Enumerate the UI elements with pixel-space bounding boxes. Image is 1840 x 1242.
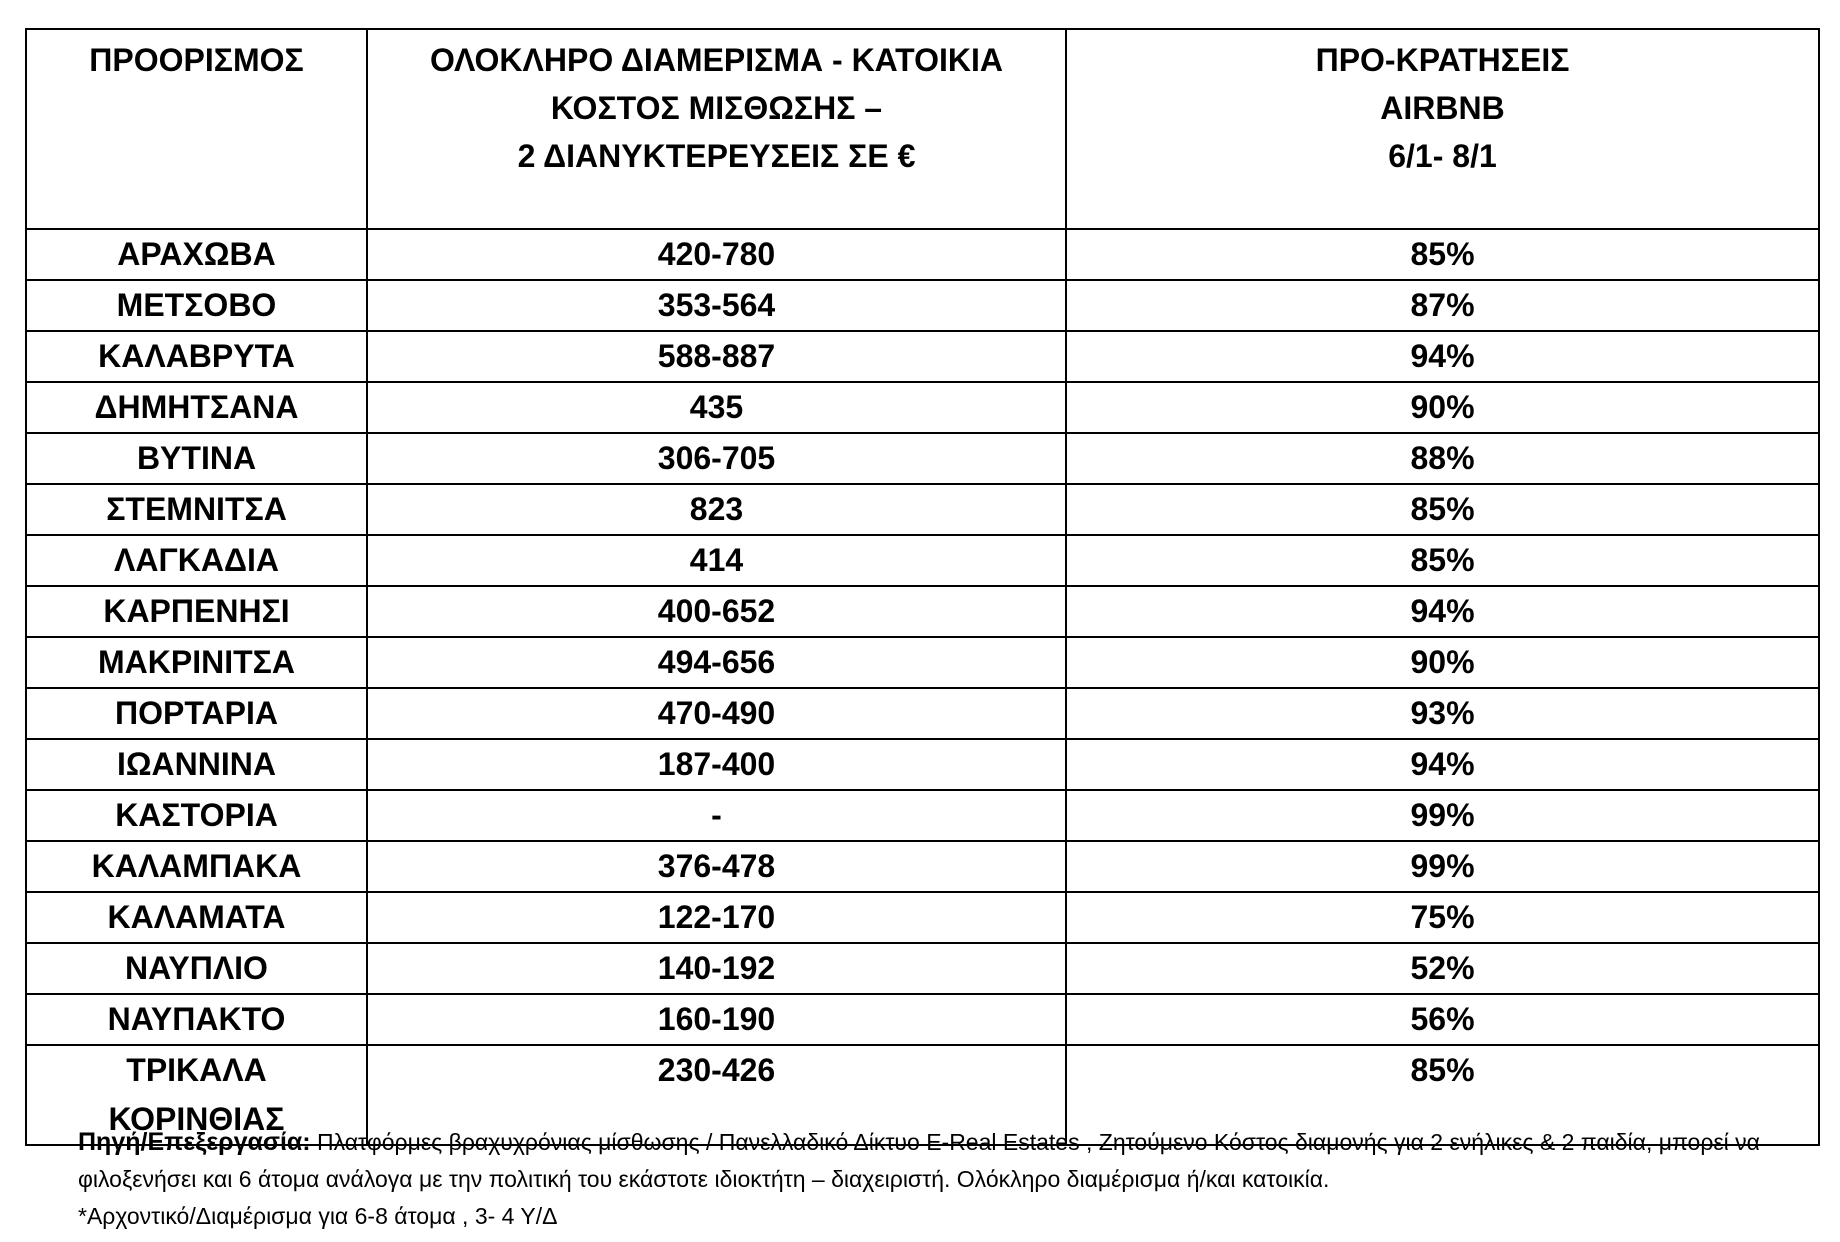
cell-cost: 400-652 [367,586,1066,637]
table-row [26,892,1819,943]
table-row [26,535,1819,586]
cell-cost: - [367,790,1066,841]
table-row [26,943,1819,994]
cell-destination: ΠΟΡΤΑΡΙΑ [26,688,367,739]
cell-bookings: 85% [1066,1045,1819,1145]
cell-cost: 823 [367,484,1066,535]
cell-cost: 376-478 [367,841,1066,892]
cell-cost: 420-780 [367,229,1066,280]
cell-destination: ΒΥΤΙΝΑ [26,433,367,484]
table-row [26,688,1819,739]
cell-cost: 122-170 [367,892,1066,943]
table-row [26,994,1819,1045]
cell-bookings: 75% [1066,892,1819,943]
cell-cost: 140-192 [367,943,1066,994]
cell-destination: ΚΑΛΑΒΡΥΤΑ [26,331,367,382]
cell-cost: 588-887 [367,331,1066,382]
cell-bookings: 94% [1066,331,1819,382]
cell-destination: ΚΑΡΠΕΝΗΣΙ [26,586,367,637]
cell-destination: ΝΑΥΠΑΚΤΟ [26,994,367,1045]
cell-destination: ΚΑΣΤΟΡΙΑ [26,790,367,841]
source-label: Πηγή/Επεξεργασία: [78,1128,311,1156]
table-row [26,739,1819,790]
cell-bookings: 52% [1066,943,1819,994]
cell-bookings: 94% [1066,586,1819,637]
table-row [26,382,1819,433]
cell-destination: ΑΡΑΧΩΒΑ [26,229,367,280]
header-airbnb-bookings: ΠΡΟ-ΚΡΑΤΗΣΕΙΣ AIRBNB 6/1- 8/1 [1066,29,1819,229]
cell-destination: ΚΑΛΑΜΠΑΚΑ [26,841,367,892]
cell-bookings: 85% [1066,229,1819,280]
cell-bookings: 90% [1066,382,1819,433]
table-row [26,841,1819,892]
table-row [26,637,1819,688]
cell-cost: 160-190 [367,994,1066,1045]
source-paragraph [78,1124,1838,1198]
table-body [26,229,1819,1145]
cell-destination: ΙΩΑΝΝΙΝΑ [26,739,367,790]
table-row [26,433,1819,484]
cell-destination: ΚΑΛΑΜΑΤΑ [26,892,367,943]
table-row [26,229,1819,280]
table-row [26,280,1819,331]
cell-destination: ΛΑΓΚΑΔΙΑ [26,535,367,586]
cell-cost: 494-656 [367,637,1066,688]
cell-destination: ΜΕΤΣΟΒΟ [26,280,367,331]
rental-table [25,28,1820,1146]
table-header-row [26,29,1819,229]
cell-cost: 187-400 [367,739,1066,790]
cell-destination: ΣΤΕΜΝΙΤΣΑ [26,484,367,535]
cell-cost: 306-705 [367,433,1066,484]
table-row [26,586,1819,637]
cell-cost: 470-490 [367,688,1066,739]
cell-bookings: 99% [1066,841,1819,892]
table-row [26,331,1819,382]
cell-bookings: 87% [1066,280,1819,331]
cell-destination: ΔΗΜΗΤΣΑΝΑ [26,382,367,433]
cell-cost: 414 [367,535,1066,586]
source-text: Πλατφόρμες βραχυχρόνιας μίσθωσης / Πανελλαδικό Δίκτυο E-Real Estates , Ζητούμενο Κόστος διαμονής για 2 ενήλικες & 2 παιδία, μπορεί να φιλοξενήσει και 6 άτομα ανάλογα με την πολιτική του εκάστοτε ιδιοκτήτη – διαχειριστή. Ολόκληρο διαμέρισμα ή/και κατοικία. [78,1129,1760,1192]
cell-destination: ΜΑΚΡΙΝΙΤΣΑ [26,637,367,688]
cell-cost: 435 [367,382,1066,433]
footnote: *Αρχοντικό/Διαμέρισμα για 6-8 άτομα , 3- 4 Υ/Δ [78,1203,558,1229]
cell-cost: 230-426 [367,1045,1066,1145]
cell-bookings: 56% [1066,994,1819,1045]
cell-bookings: 85% [1066,484,1819,535]
cell-bookings: 99% [1066,790,1819,841]
cell-destination: ΝΑΥΠΛΙΟ [26,943,367,994]
cell-bookings: 93% [1066,688,1819,739]
cell-bookings: 94% [1066,739,1819,790]
source-note [78,1124,1838,1235]
cell-destination: ΤΡΙΚΑΛΑ ΚΟΡΙΝΘΙΑΣ [26,1045,367,1145]
cell-bookings: 88% [1066,433,1819,484]
table-row [26,790,1819,841]
header-destination: ΠΡΟΟΡΙΣΜΟΣ [26,29,367,229]
header-rental-cost: ΟΛΟΚΛΗΡΟ ΔΙΑΜΕΡΙΣΜΑ - ΚΑΤΟΙΚΙΑ ΚΟΣΤΟΣ ΜΙΣΘΩΣΗΣ – 2 ΔΙΑΝΥΚΤΕΡΕΥΣΕΙΣ ΣΕ € [367,29,1066,229]
cell-cost: 353-564 [367,280,1066,331]
cell-bookings: 90% [1066,637,1819,688]
cell-bookings: 85% [1066,535,1819,586]
table-row [26,484,1819,535]
